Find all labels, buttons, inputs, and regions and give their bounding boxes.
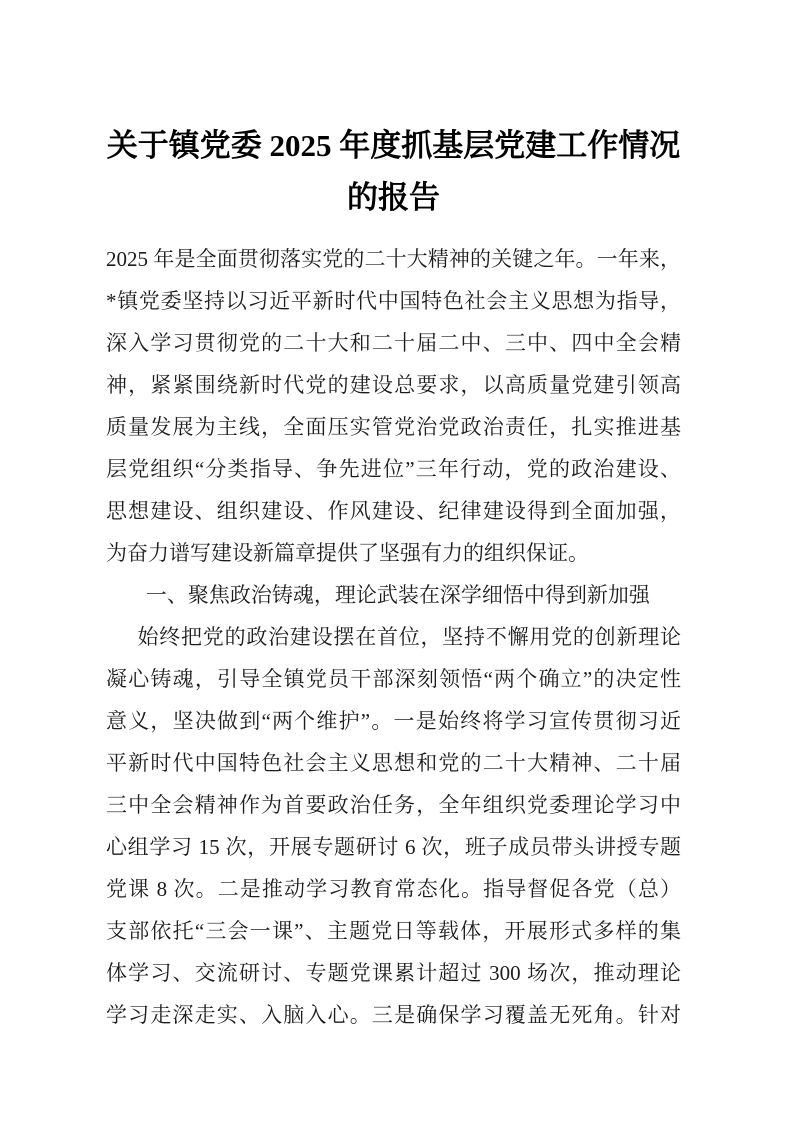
body-text-line: 学习走深走实、入脑入心。三是确保学习覆盖无死角。针对 <box>106 1003 681 1027</box>
document-body <box>106 238 681 1036</box>
body-text-line: 凝心铸魂，引导全镇党员干部深刻领悟“两个确立”的决定性 <box>106 667 681 691</box>
body-text-line: 三中全会精神作为首要政治任务，全年组织党委理论学习中 <box>106 793 681 817</box>
title-line: 的报告 <box>347 180 440 215</box>
body-text-line: 体学习、交流研讨、专题党课累计超过 300 场次，推动理论 <box>106 961 681 985</box>
body-text-line: 深入学习贯彻党的二十大和二十届二中、三中、四中全会精 <box>106 331 681 355</box>
body-text-line: 党课 8 次。二是推动学习教育常态化。指导督促各党（总） <box>106 877 681 901</box>
body-text-line: 思想建设、组织建设、作风建设、纪律建设得到全面加强， <box>106 499 681 523</box>
body-text-line: 心组学习 15 次，开展专题研讨 6 次，班子成员带头讲授专题 <box>106 835 681 859</box>
body-text-line: 层党组织“分类指导、争先进位”三年行动，党的政治建设、 <box>106 457 681 481</box>
body-text-line: 神，紧紧围绕新时代党的建设总要求，以高质量党建引领高 <box>106 373 681 397</box>
body-text-line: 质量发展为主线，全面压实管党治党政治责任，扎实推进基 <box>106 415 681 439</box>
body-text-line: 为奋力谱写建设新篇章提供了坚强有力的组织保证。 <box>106 541 589 565</box>
body-text-line: 支部依托“三会一课”、主题党日等载体，开展形式多样的集 <box>106 919 681 943</box>
body-text-line: 始终把党的政治建设摆在首位，坚持不懈用党的创新理论 <box>137 625 681 649</box>
body-text-line: *镇党委坚持以习近平新时代中国特色社会主义思想为指导， <box>106 289 681 313</box>
title-line: 关于镇党委 2025 年度抓基层党建工作情况 <box>106 128 681 163</box>
body-text-line: 平新时代中国特色社会主义思想和党的二十大精神、二十届 <box>106 751 681 775</box>
body-text-line: 一、聚焦政治铸魂，理论武装在深学细悟中得到新加强 <box>145 583 650 607</box>
document-title <box>106 120 681 224</box>
body-text-line: 2025 年是全面贯彻落实党的二十大精神的关键之年。一年来， <box>106 247 681 271</box>
body-text-line: 意义，坚决做到“两个维护”。一是始终将学习宣传贯彻习近 <box>106 709 681 733</box>
